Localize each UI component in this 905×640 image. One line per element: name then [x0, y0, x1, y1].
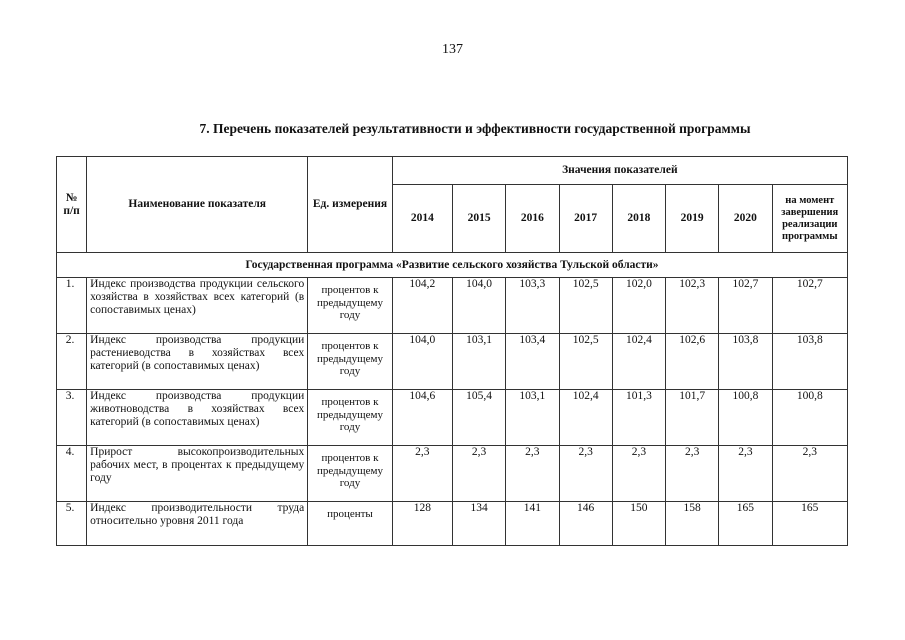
- program-title-row: [57, 253, 848, 278]
- value-cell: 102,3: [666, 278, 719, 334]
- value-cell: 102,4: [559, 390, 612, 446]
- header-row-top: [57, 157, 848, 185]
- value-cell: 158: [666, 502, 719, 546]
- value-cell: 134: [452, 502, 505, 546]
- value-cell: 103,1: [506, 390, 559, 446]
- value-cell: 2,3: [506, 446, 559, 502]
- section-heading: 7. Перечень показателей результативности и эффективности государственной программы: [199, 121, 751, 136]
- indicator-name: Прирост высокопроизводительных рабочих мест, в процентах к предыдущему году: [87, 446, 308, 502]
- value-cell: 102,7: [719, 278, 772, 334]
- row-number: 3.: [57, 390, 87, 446]
- row-number: 5.: [57, 502, 87, 546]
- value-cell: 2,3: [719, 446, 772, 502]
- header-year: 2018: [612, 185, 665, 253]
- value-cell: 2,3: [612, 446, 665, 502]
- value-cell: 101,7: [666, 390, 719, 446]
- value-cell: 141: [506, 502, 559, 546]
- indicator-unit: процентов к предыдущему году: [308, 334, 392, 390]
- header-year: 2014: [392, 185, 452, 253]
- value-cell: 103,3: [506, 278, 559, 334]
- value-cell: 2,3: [666, 446, 719, 502]
- table-row: [57, 278, 848, 334]
- value-cell: 102,5: [559, 278, 612, 334]
- page-number: 137: [442, 42, 463, 57]
- table-row: [57, 334, 848, 390]
- indicators-table: [56, 156, 848, 546]
- indicator-unit: процентов к предыдущему году: [308, 446, 392, 502]
- value-cell: 128: [392, 502, 452, 546]
- value-cell: 103,4: [506, 334, 559, 390]
- row-number: 4.: [57, 446, 87, 502]
- row-number: 1.: [57, 278, 87, 334]
- header-year: 2019: [666, 185, 719, 253]
- value-cell: 150: [612, 502, 665, 546]
- value-cell: 146: [559, 502, 612, 546]
- row-number: 2.: [57, 334, 87, 390]
- header-values-group: Значения показателей: [392, 157, 847, 185]
- indicator-unit: проценты: [308, 502, 392, 546]
- value-cell: 103,8: [719, 334, 772, 390]
- value-cell: 102,4: [612, 334, 665, 390]
- value-cell: 2,3: [392, 446, 452, 502]
- value-cell: 105,4: [452, 390, 505, 446]
- header-final: на момент завершения реализации программы: [772, 185, 847, 253]
- header-year: 2020: [719, 185, 772, 253]
- indicator-unit: процентов к предыдущему году: [308, 390, 392, 446]
- header-year: 2015: [452, 185, 505, 253]
- table-row: [57, 502, 848, 546]
- program-title: Государственная программа «Развитие сельского хозяйства Тульской области»: [57, 253, 848, 278]
- final-value-cell: 102,7: [772, 278, 847, 334]
- indicator-name: Индекс производства продукции растениеводства в хозяйствах всех категорий (в сопоставимых ценах): [87, 334, 308, 390]
- header-name: Наименование показателя: [87, 157, 308, 253]
- value-cell: 104,2: [392, 278, 452, 334]
- value-cell: 104,0: [392, 334, 452, 390]
- table-row: [57, 390, 848, 446]
- value-cell: 2,3: [452, 446, 505, 502]
- value-cell: 104,0: [452, 278, 505, 334]
- table-row: [57, 446, 848, 502]
- header-num: № п/п: [57, 157, 87, 253]
- final-value-cell: 103,8: [772, 334, 847, 390]
- value-cell: 103,1: [452, 334, 505, 390]
- value-cell: 2,3: [559, 446, 612, 502]
- indicator-unit: процентов к предыдущему году: [308, 278, 392, 334]
- value-cell: 104,6: [392, 390, 452, 446]
- indicator-name: Индекс производительности труда относительно уровня 2011 года: [87, 502, 308, 546]
- final-value-cell: 165: [772, 502, 847, 546]
- value-cell: 100,8: [719, 390, 772, 446]
- header-year: 2016: [506, 185, 559, 253]
- value-cell: 102,6: [666, 334, 719, 390]
- final-value-cell: 100,8: [772, 390, 847, 446]
- value-cell: 102,5: [559, 334, 612, 390]
- final-value-cell: 2,3: [772, 446, 847, 502]
- indicator-name: Индекс производства продукции животноводства в хозяйствах всех категорий (в сопоставимых ценах): [87, 390, 308, 446]
- header-year: 2017: [559, 185, 612, 253]
- value-cell: 165: [719, 502, 772, 546]
- value-cell: 102,0: [612, 278, 665, 334]
- header-unit: Ед. измерения: [308, 157, 392, 253]
- value-cell: 101,3: [612, 390, 665, 446]
- indicator-name: Индекс производства продукции сельского хозяйства в хозяйствах всех категорий (в сопоставимых ценах): [87, 278, 308, 334]
